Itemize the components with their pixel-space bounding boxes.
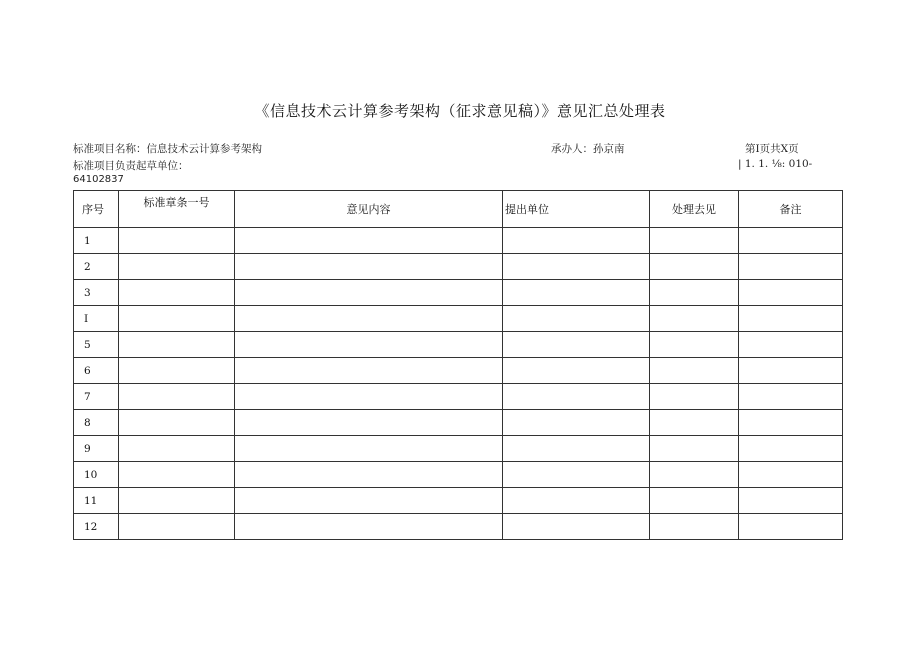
table-cell[interactable] (119, 514, 235, 540)
table-cell[interactable] (650, 280, 739, 306)
table-cell[interactable] (503, 410, 650, 436)
table-cell[interactable] (650, 384, 739, 410)
table-cell[interactable] (650, 436, 739, 462)
row-index: 5 (74, 332, 119, 358)
drafting-unit: 标准项目负责起草单位： (73, 160, 189, 172)
table-cell[interactable] (235, 358, 503, 384)
table-cell[interactable] (235, 410, 503, 436)
table-cell[interactable] (739, 306, 843, 332)
table-cell[interactable] (119, 488, 235, 514)
row-index: 6 (74, 358, 119, 384)
table-row (74, 410, 843, 436)
row-index: 3 (74, 280, 119, 306)
table-cell[interactable] (739, 332, 843, 358)
page-title: 《信息技术云计算参考架构（征求意见稿）》意见汇总处理表 (254, 102, 666, 120)
row-index: 9 (74, 436, 119, 462)
header-handling: 处理去见 (650, 191, 739, 228)
table-cell[interactable] (503, 306, 650, 332)
table-cell[interactable] (503, 384, 650, 410)
table-cell[interactable] (235, 384, 503, 410)
table-cell[interactable] (235, 514, 503, 540)
table-cell[interactable] (650, 462, 739, 488)
table-cell[interactable] (235, 280, 503, 306)
table-row (74, 358, 843, 384)
table-cell[interactable] (119, 306, 235, 332)
table-cell[interactable] (235, 436, 503, 462)
table-cell[interactable] (650, 332, 739, 358)
table-row (74, 280, 843, 306)
table-row (74, 436, 843, 462)
table-cell[interactable] (503, 462, 650, 488)
row-index: I (74, 306, 119, 332)
table-cell[interactable] (119, 436, 235, 462)
page-info: 第I页共X页 (745, 143, 799, 155)
table-cell[interactable] (503, 488, 650, 514)
table-cell[interactable] (119, 384, 235, 410)
table-cell[interactable] (739, 358, 843, 384)
table-row (74, 488, 843, 514)
table-row (74, 332, 843, 358)
table-header-row (74, 191, 843, 228)
comments-table (73, 190, 843, 540)
table-row (74, 306, 843, 332)
table-cell[interactable] (650, 306, 739, 332)
table-cell[interactable] (650, 514, 739, 540)
row-index: 1 (74, 228, 119, 254)
table-cell[interactable] (235, 488, 503, 514)
table-cell[interactable] (235, 254, 503, 280)
table-cell[interactable] (503, 514, 650, 540)
table-cell[interactable] (503, 280, 650, 306)
table-cell[interactable] (119, 410, 235, 436)
table-cell[interactable] (235, 228, 503, 254)
table-cell[interactable] (503, 358, 650, 384)
table-cell[interactable] (739, 384, 843, 410)
phone-suffix: 64102837 (73, 174, 124, 185)
table-cell[interactable] (650, 410, 739, 436)
table-cell[interactable] (739, 462, 843, 488)
row-index: 2 (74, 254, 119, 280)
table-cell[interactable] (650, 254, 739, 280)
row-index: 8 (74, 410, 119, 436)
table-cell[interactable] (119, 358, 235, 384)
header-unit: 提出单位 (503, 191, 650, 228)
table-cell[interactable] (739, 280, 843, 306)
table-cell[interactable] (119, 462, 235, 488)
table-cell[interactable] (650, 228, 739, 254)
row-index: 12 (74, 514, 119, 540)
table-cell[interactable] (739, 488, 843, 514)
table-cell[interactable] (119, 254, 235, 280)
table-cell[interactable] (119, 280, 235, 306)
row-index: 10 (74, 462, 119, 488)
table-cell[interactable] (503, 332, 650, 358)
table-cell[interactable] (235, 332, 503, 358)
standard-name: 标准项目名称：信息技术云计算参考架构 (73, 143, 262, 155)
table-cell[interactable] (739, 410, 843, 436)
table-cell[interactable] (503, 254, 650, 280)
header-remarks: 备注 (739, 191, 843, 228)
table-cell[interactable] (650, 358, 739, 384)
table-cell[interactable] (235, 462, 503, 488)
row-index: 11 (74, 488, 119, 514)
row-index: 7 (74, 384, 119, 410)
table-cell[interactable] (119, 228, 235, 254)
table-row (74, 462, 843, 488)
table-cell[interactable] (650, 488, 739, 514)
table-cell[interactable] (503, 228, 650, 254)
table-cell[interactable] (503, 436, 650, 462)
table-row (74, 254, 843, 280)
header-index: 序号 (74, 191, 119, 228)
handler: 承办人：孙京南 (551, 143, 625, 155)
table-row (74, 228, 843, 254)
table-cell[interactable] (119, 332, 235, 358)
table-cell[interactable] (739, 514, 843, 540)
header-clause: 标准章条一号 (119, 191, 235, 228)
table-row (74, 514, 843, 540)
phone-prefix: | 1. 1. ⅛: 010- (738, 158, 813, 170)
table-row (74, 384, 843, 410)
table-cell[interactable] (739, 254, 843, 280)
table-cell[interactable] (739, 436, 843, 462)
table-cell[interactable] (235, 306, 503, 332)
header-content: 意见内容 (235, 191, 503, 228)
table-cell[interactable] (739, 228, 843, 254)
